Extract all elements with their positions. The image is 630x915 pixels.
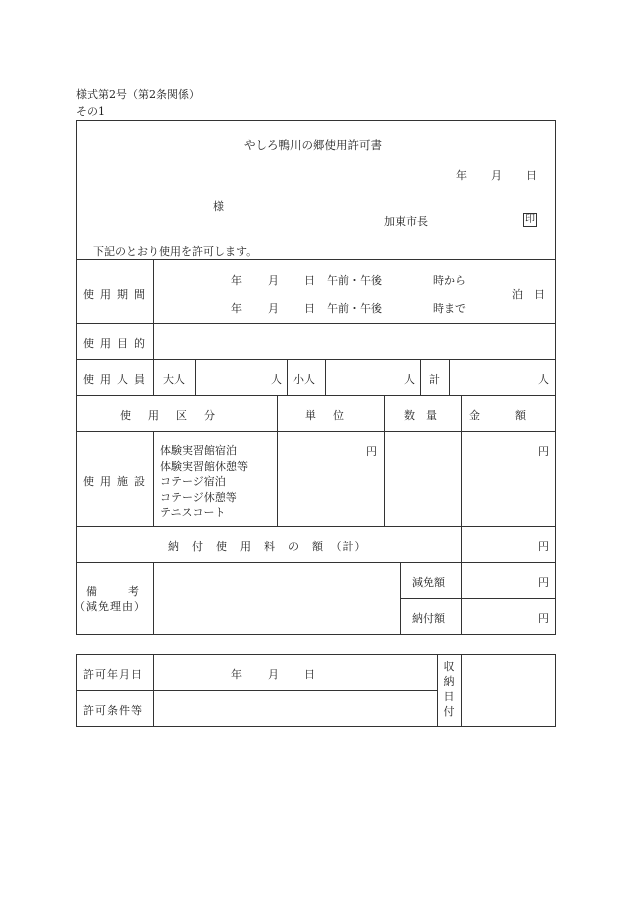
payment-label: 納付額 bbox=[412, 612, 445, 625]
reduction-yen: 円 bbox=[538, 576, 549, 589]
rule bbox=[76, 562, 556, 563]
amount-yen: 円 bbox=[538, 445, 549, 458]
rule bbox=[76, 690, 437, 691]
issue-date-day: 日 bbox=[526, 169, 537, 182]
period-from-month: 月 bbox=[268, 274, 279, 287]
receipt-char: 収 bbox=[443, 660, 455, 673]
adult-label: 大人 bbox=[163, 373, 185, 386]
cell-divider bbox=[400, 562, 401, 635]
total-unit: 人 bbox=[538, 373, 549, 386]
receipt-char: 日 bbox=[443, 690, 455, 703]
receipt-char: 付 bbox=[443, 705, 455, 718]
period-from-ampm: 午前・午後 bbox=[327, 274, 382, 287]
period-to-ampm: 午前・午後 bbox=[327, 302, 382, 315]
period-from-year: 年 bbox=[231, 274, 242, 287]
receipt-char: 納 bbox=[443, 675, 455, 688]
permit-conditions-label: 許可条件等 bbox=[83, 704, 143, 717]
permit-date-year: 年 bbox=[231, 668, 242, 681]
list-item: テニスコート bbox=[160, 506, 226, 519]
rule bbox=[76, 323, 556, 324]
cell-divider bbox=[449, 359, 450, 395]
issue-date-month: 月 bbox=[491, 169, 502, 182]
list-item: コテージ宿泊 bbox=[160, 475, 226, 488]
permit-date-day: 日 bbox=[304, 668, 315, 681]
adult-unit: 人 bbox=[271, 373, 282, 386]
period-nights-days: 泊 日 bbox=[512, 288, 545, 301]
seal-mark: 印 bbox=[525, 214, 535, 225]
cell-divider bbox=[195, 359, 196, 395]
cell-divider bbox=[384, 395, 385, 526]
header-unit-price: 単 位 bbox=[305, 409, 347, 422]
permit-date-label: 許可年月日 bbox=[83, 668, 143, 681]
rule bbox=[76, 431, 556, 432]
cell-divider bbox=[461, 654, 462, 727]
total-label: 計 bbox=[429, 373, 440, 386]
list-item: 体験実習館宿泊 bbox=[160, 444, 237, 457]
period-from-time: 時から bbox=[433, 274, 466, 287]
child-unit: 人 bbox=[404, 373, 415, 386]
purpose-label: 使用目的 bbox=[83, 337, 151, 350]
header-category: 使 用 区 分 bbox=[120, 409, 218, 422]
remarks-reason-label: （減免理由） bbox=[74, 600, 146, 613]
rule bbox=[76, 359, 556, 360]
label-divider bbox=[153, 431, 154, 526]
cell-divider bbox=[153, 654, 154, 727]
period-to-month: 月 bbox=[268, 302, 279, 315]
addressee-honorific: 様 bbox=[213, 200, 224, 213]
child-label: 小人 bbox=[293, 373, 315, 386]
form-title: やしろ鴨川の郷使用許可書 bbox=[244, 138, 382, 152]
rule bbox=[76, 395, 556, 396]
header-amount: 金 額 bbox=[469, 409, 538, 422]
period-label: 使用期間 bbox=[83, 288, 151, 301]
intro-text: 下記のとおり使用を許可します。 bbox=[93, 245, 258, 258]
cell-divider bbox=[277, 395, 278, 526]
rule bbox=[76, 526, 556, 527]
unit-price-yen: 円 bbox=[366, 445, 377, 458]
cell-divider bbox=[461, 395, 462, 635]
header-quantity: 数 量 bbox=[404, 409, 437, 422]
period-to-day: 日 bbox=[304, 302, 315, 315]
payment-yen: 円 bbox=[538, 612, 549, 625]
rule bbox=[76, 259, 556, 260]
issuer-name: 加東市長 bbox=[384, 215, 428, 228]
rule bbox=[400, 598, 556, 599]
facility-label: 使用施設 bbox=[83, 475, 151, 488]
label-divider bbox=[153, 562, 154, 635]
label-divider bbox=[153, 259, 154, 395]
total-fee-label: 納 付 使 用 料 の 額 （計） bbox=[168, 540, 367, 553]
total-fee-yen: 円 bbox=[538, 540, 549, 553]
cell-divider bbox=[420, 359, 421, 395]
permit-date-month: 月 bbox=[268, 668, 279, 681]
form-part: その1 bbox=[76, 105, 105, 118]
period-to-year: 年 bbox=[231, 302, 242, 315]
receipt-date-label bbox=[443, 659, 455, 719]
remarks-label: 備 考 bbox=[86, 585, 149, 598]
list-item: コテージ休憩等 bbox=[160, 490, 237, 504]
cell-divider bbox=[437, 654, 438, 727]
cell-divider bbox=[287, 359, 288, 395]
cell-divider bbox=[325, 359, 326, 395]
period-from-day: 日 bbox=[304, 274, 315, 287]
people-label: 使用人員 bbox=[83, 373, 151, 386]
reduction-label: 減免額 bbox=[412, 576, 445, 589]
form-number: 様式第2号（第2条関係） bbox=[76, 88, 200, 101]
facility-list bbox=[160, 443, 248, 521]
list-item: 体験実習館休憩等 bbox=[160, 459, 248, 473]
issue-date-year: 年 bbox=[456, 169, 467, 182]
period-to-time: 時まで bbox=[433, 302, 466, 315]
